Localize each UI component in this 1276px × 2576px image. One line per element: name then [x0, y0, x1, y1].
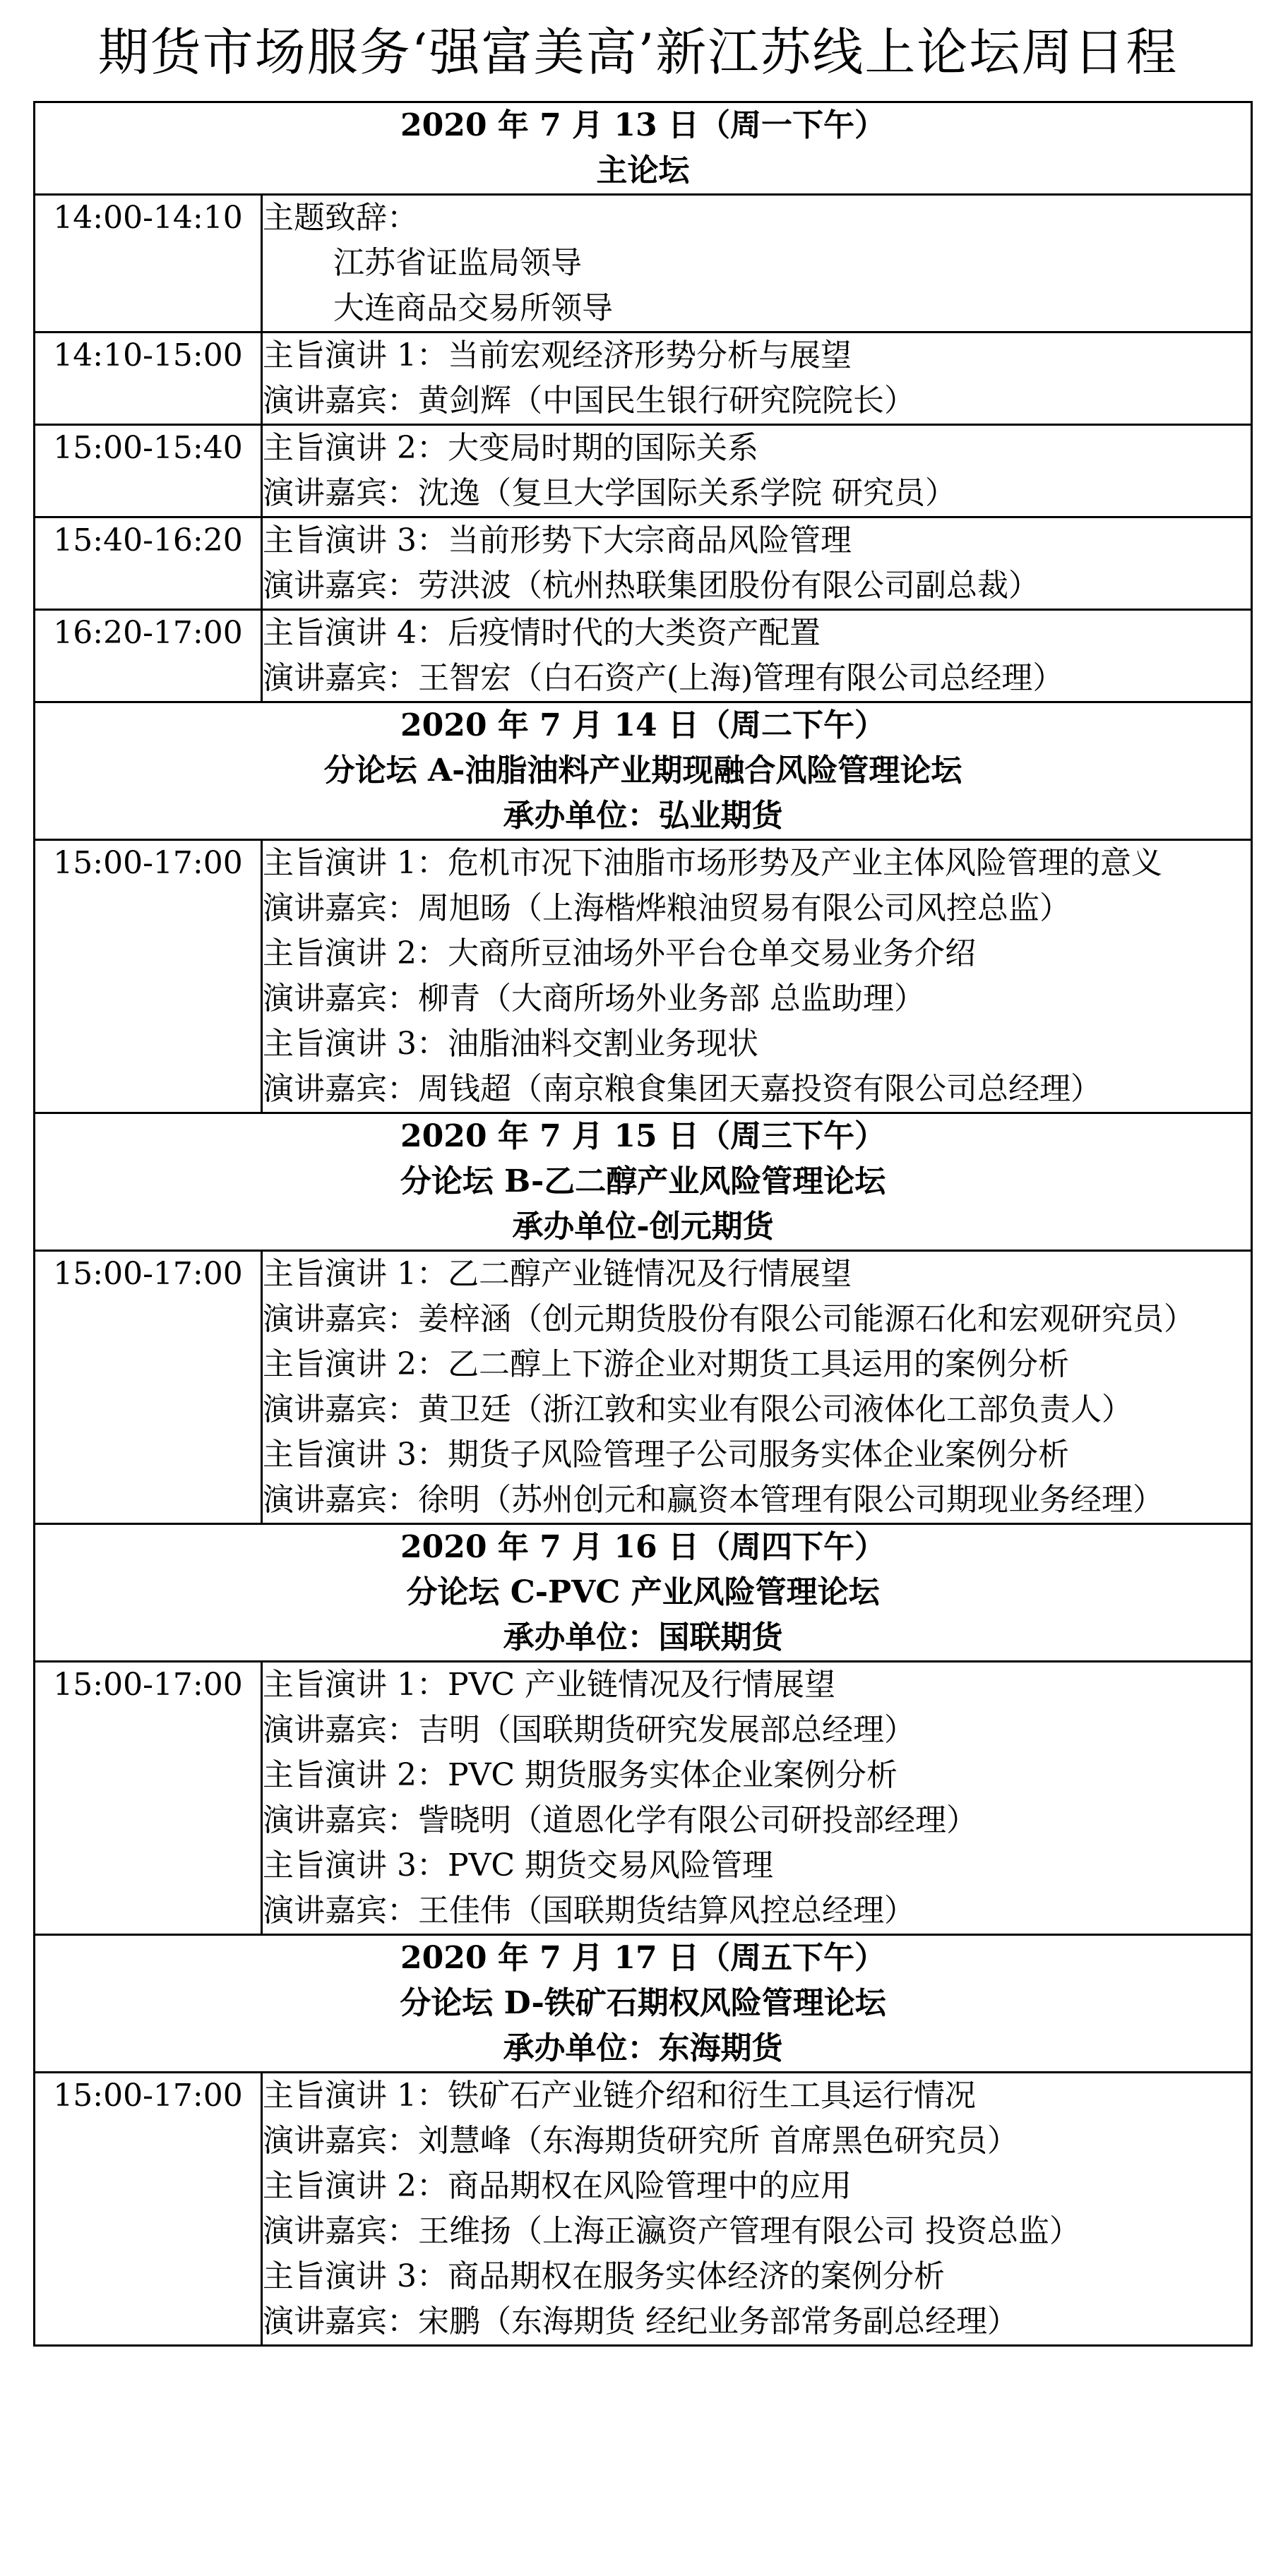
session-time: 15:00-17:00	[35, 1251, 262, 1524]
session-line: 主旨演讲 1：危机市况下油脂市场形势及产业主体风险管理的意义	[263, 845, 1162, 881]
section-forum-name: 分论坛 A-油脂油料产业期现融合风险管理论坛	[323, 753, 962, 789]
session-row	[35, 840, 1252, 1113]
session-line: 演讲嘉宾：訾晓明（道恩化学有限公司研投部经理）	[263, 1802, 977, 1838]
session-line: 演讲嘉宾：姜梓涵（创元期货股份有限公司能源石化和宏观研究员）	[263, 1301, 1195, 1337]
schedule-table	[33, 101, 1253, 2347]
session-line: 主旨演讲 3：当前形势下大宗商品风险管理	[263, 522, 852, 558]
session-row	[35, 2073, 1252, 2346]
session-content	[262, 2073, 1252, 2346]
session-line: 主旨演讲 3：期货子风险管理子公司服务实体企业案例分析	[263, 1437, 1069, 1473]
session-time: 15:40-16:20	[35, 517, 262, 610]
session-time: 15:00-17:00	[35, 1662, 262, 1935]
session-row	[35, 1251, 1252, 1524]
session-row	[35, 195, 1252, 333]
session-time: 14:10-15:00	[35, 333, 262, 425]
session-line: 主旨演讲 1：PVC 产业链情况及行情展望	[263, 1667, 836, 1703]
session-time: 14:00-14:10	[35, 195, 262, 333]
session-line: 演讲嘉宾：黄剑辉（中国民生银行研究院院长）	[263, 383, 915, 419]
session-content	[262, 1662, 1252, 1935]
session-content	[262, 333, 1252, 425]
section-date: 2020 年 7 月 16 日（周四下午）	[400, 1529, 886, 1565]
session-line: 主题致辞：	[263, 200, 418, 236]
section-organizer: 承办单位：东海期货	[503, 2030, 783, 2066]
session-line: 主旨演讲 2：大商所豆油场外平台仓单交易业务介绍	[263, 935, 976, 971]
session-line: 演讲嘉宾：刘慧峰（东海期货研究所 首席黑色研究员）	[263, 2123, 1018, 2159]
session-line: 主旨演讲 2：商品期权在风险管理中的应用	[263, 2168, 852, 2204]
section-header	[35, 1113, 1252, 1251]
section-date: 2020 年 7 月 14 日（周二下午）	[400, 707, 886, 743]
section-header	[35, 1524, 1252, 1662]
session-line: 主旨演讲 2：大变局时期的国际关系	[263, 430, 758, 466]
session-line: 江苏省证监局领导	[333, 245, 582, 281]
session-row	[35, 425, 1252, 517]
session-line: 演讲嘉宾：劳洪波（杭州热联集团股份有限公司副总裁）	[263, 568, 1039, 604]
session-line: 主旨演讲 2：乙二醇上下游企业对期货工具运用的案例分析	[263, 1346, 1069, 1382]
section-header	[35, 1935, 1252, 2073]
session-time: 16:20-17:00	[35, 610, 262, 702]
section-forum-name: 主论坛	[596, 152, 690, 188]
session-time: 15:00-17:00	[35, 2073, 262, 2346]
session-line: 主旨演讲 2：PVC 期货服务实体企业案例分析	[263, 1757, 898, 1793]
session-line: 主旨演讲 1：铁矿石产业链介绍和衍生工具运行情况	[263, 2078, 976, 2114]
section-organizer: 承办单位：国联期货	[503, 1619, 783, 1655]
session-content	[262, 1251, 1252, 1524]
session-line: 演讲嘉宾：王维扬（上海正瀛资产管理有限公司 投资总监）	[263, 2213, 1080, 2249]
session-content	[262, 195, 1252, 333]
section-organizer: 承办单位：弘业期货	[503, 798, 783, 834]
session-line: 主旨演讲 1：当前宏观经济形势分析与展望	[263, 337, 852, 373]
session-line: 演讲嘉宾：周旭旸（上海楷烨粮油贸易有限公司风控总监）	[263, 890, 1071, 926]
section-date: 2020 年 7 月 17 日（周五下午）	[400, 1940, 886, 1976]
session-row	[35, 610, 1252, 702]
session-line: 演讲嘉宾：王智宏（白石资产(上海)管理有限公司总经理）	[263, 660, 1064, 696]
session-line: 大连商品交易所领导	[333, 290, 613, 326]
session-line: 演讲嘉宾：沈逸（复旦大学国际关系学院 研究员）	[263, 475, 956, 511]
session-content	[262, 425, 1252, 517]
section-organizer: 承办单位-创元期货	[512, 1209, 774, 1245]
session-line: 主旨演讲 3：PVC 期货交易风险管理	[263, 1847, 774, 1883]
session-line: 主旨演讲 1：乙二醇产业链情况及行情展望	[263, 1256, 852, 1292]
section-date: 2020 年 7 月 15 日（周三下午）	[400, 1118, 886, 1154]
session-line: 演讲嘉宾：吉明（国联期货研究发展部总经理）	[263, 1712, 915, 1748]
section-forum-name: 分论坛 C-PVC 产业风险管理论坛	[406, 1574, 880, 1610]
session-line: 演讲嘉宾：周钱超（南京粮食集团天嘉投资有限公司总经理）	[263, 1071, 1102, 1107]
section-date: 2020 年 7 月 13 日（周一下午）	[400, 107, 886, 143]
session-content	[262, 610, 1252, 702]
section-header	[35, 102, 1252, 195]
session-time: 15:00-17:00	[35, 840, 262, 1113]
session-line: 演讲嘉宾：黄卫廷（浙江敦和实业有限公司液体化工部负责人）	[263, 1391, 1133, 1427]
page-title: 期货市场服务‘强富美高’新江苏线上论坛周日程	[97, 23, 1179, 82]
session-line: 演讲嘉宾：宋鹏（东海期货 经纪业务部常务副总经理）	[263, 2304, 1018, 2340]
session-content	[262, 517, 1252, 610]
session-line: 演讲嘉宾：徐明（苏州创元和赢资本管理有限公司期现业务经理）	[263, 1482, 1164, 1518]
section-header	[35, 702, 1252, 840]
section-forum-name: 分论坛 D-铁矿石期权风险管理论坛	[400, 1985, 886, 2021]
section-forum-name: 分论坛 B-乙二醇产业风险管理论坛	[400, 1163, 886, 1199]
session-row	[35, 1662, 1252, 1935]
session-line: 演讲嘉宾：王佳伟（国联期货结算风控总经理）	[263, 1893, 915, 1929]
session-row	[35, 333, 1252, 425]
session-content	[262, 840, 1252, 1113]
session-line: 主旨演讲 3：油脂油料交割业务现状	[263, 1026, 758, 1062]
session-row	[35, 517, 1252, 610]
session-line: 主旨演讲 4：后疫情时代的大类资产配置	[263, 615, 821, 651]
session-time: 15:00-15:40	[35, 425, 262, 517]
session-line: 主旨演讲 3：商品期权在服务实体经济的案例分析	[263, 2258, 945, 2294]
session-line: 演讲嘉宾：柳青（大商所场外业务部 总监助理）	[263, 981, 925, 1017]
